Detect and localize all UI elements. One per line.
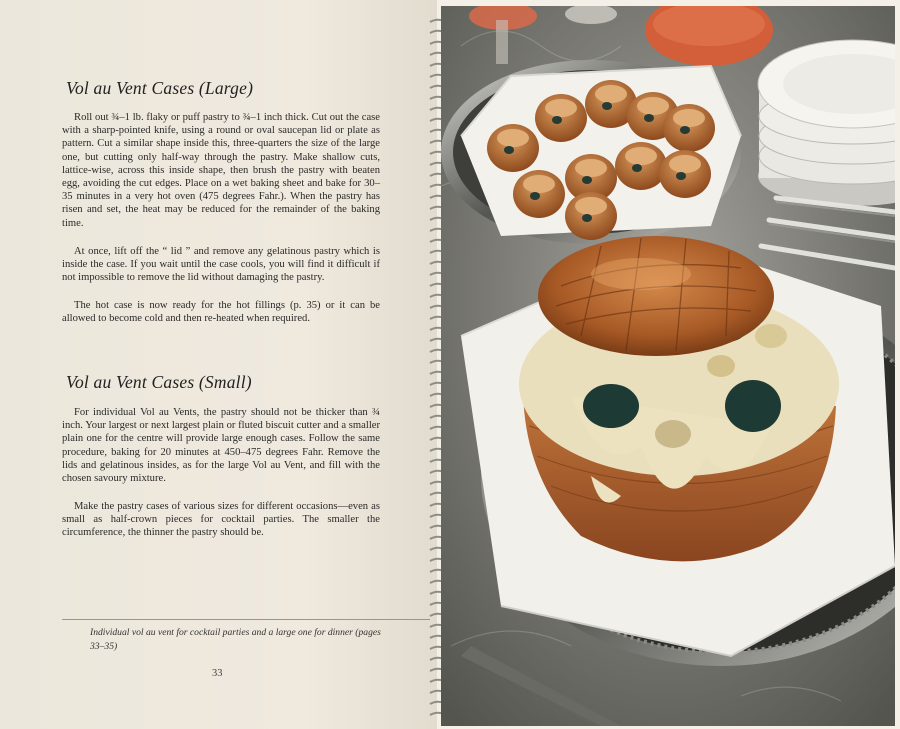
recipe-large-paragraph-3: The hot case is now ready for the hot fillings (p. 35) or it can be allowed to become cold and then re-heated when required.: [62, 300, 380, 325]
left-page: [0, 0, 437, 729]
small-pastry: [565, 192, 617, 240]
recipe-large-paragraph-2: At once, lift off the “ lid ” and remove any gelatinous pastry which is inside the case. If you wait until the case cools, you will find it difficult if not impossible to remove the lid without damaging the pastry.: [62, 246, 380, 284]
small-pastry: [663, 104, 715, 152]
photo-page: [441, 6, 895, 726]
recipe-title-large: Vol au Vent Cases (Large): [66, 78, 254, 98]
recipe-large-paragraph-1: Roll out ¾–1 lb. flaky or puff pastry to ¾–1 inch thick. Cut out the case with a sharp-pointed knife, using a round or oval saucepan lid or plate as pattern. Cut a similar shape inside this, three-quarters the size of the large one, but cutting only half-way through the pastry. Make shallow cuts, lattice-wise, across this inside shape, then brush the pastry with beaten egg, avoiding the cut edges. Place on a wet baking sheet and bake for 30–35 minutes in a very hot oven (475 degrees Fahr.). When the pastry has risen and set, the heat may be reduced for the remainder of the baking time.: [62, 112, 380, 229]
recipe-small-paragraph-2: Make the pastry cases of various sizes for different occasions—even as small as half-crown pieces for cocktail parties. The smaller the circumference, the thinner the pastry should be.: [62, 501, 380, 539]
photo-caption: Individual vol au vent for cocktail parties and a large one for dinner (pages 33–35): [90, 627, 381, 652]
recipe-small-paragraph-1: For individual Vol au Vents, the pastry should not be thicker than ¾ inch. Your largest or next largest plain or fluted biscuit cutter and a smaller plain one for the centre will provide large enough cases. Follow the same procedure, baking for 20 minutes at 450–475 degrees Fahr. Remove the lids and gelatinous insides, as for the large Vol au Vent, and fill with the chosen savoury mixture.: [62, 407, 380, 485]
small-pastry: [513, 170, 565, 218]
page-number: 33: [212, 668, 223, 679]
caption-divider: [62, 619, 430, 620]
small-pastry: [487, 124, 539, 172]
small-pastry: [615, 142, 667, 190]
small-pastry: [659, 150, 711, 198]
plate-stack: [758, 40, 895, 206]
small-pastry: [535, 94, 587, 142]
recipe-title-small: Vol au Vent Cases (Small): [66, 372, 252, 392]
vol-au-vent-photo: [441, 6, 895, 726]
